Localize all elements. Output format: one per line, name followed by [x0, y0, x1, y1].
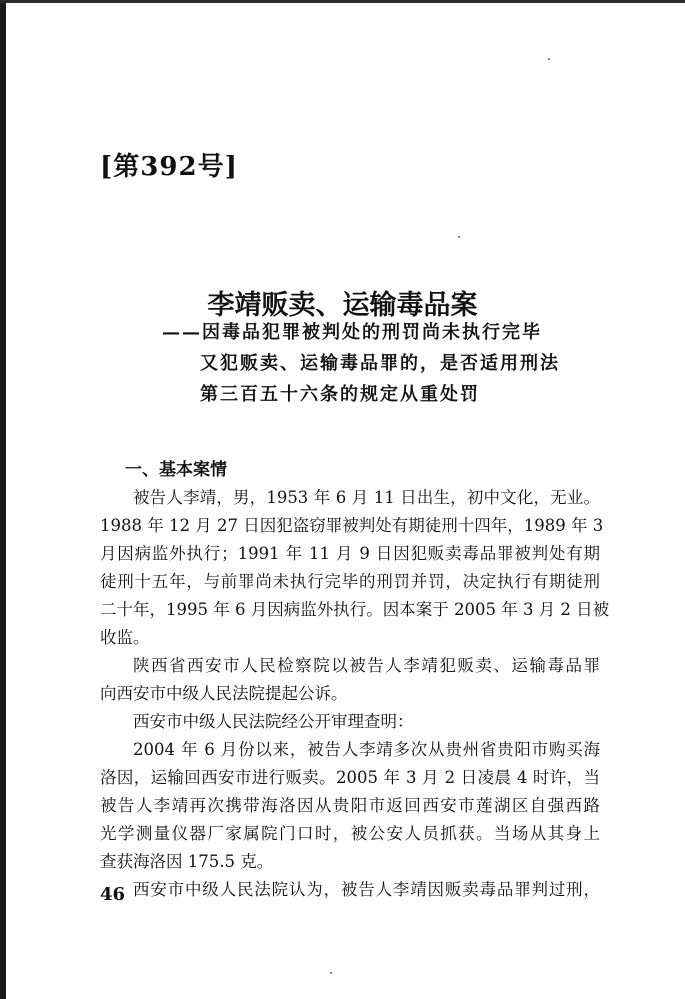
scan-dust — [458, 236, 460, 238]
body-line: 月因病监外执行；1991 年 11 月 9 日因犯贩卖毒品罪被判处有期 — [100, 544, 600, 563]
body-line: 西安市中级人民法院经公开审理查明： — [133, 712, 414, 731]
body-line: 2004 年 6 月份以来，被告人李靖多次从贵州省贵阳市购买海 — [133, 740, 600, 759]
section-heading: 一、基本案情 — [125, 460, 227, 480]
body-line: 徒刑十五年，与前罪尚未执行完毕的刑罚并罚，决定执行有期徒刑 — [100, 572, 600, 591]
scan-dust — [548, 58, 550, 60]
body-line: 洛因，运输回西安市进行贩卖。2005 年 3 月 2 日凌晨 4 时许，当 — [100, 768, 600, 787]
scan-dust — [330, 972, 332, 974]
body-line: 收监。 — [100, 628, 150, 647]
body-line: 光学测量仪器厂家属院门口时，被公安人员抓获。当场从其身上 — [100, 824, 600, 843]
scan-edge-top — [0, 0, 685, 3]
body-line: 二十年，1995 年 6 月因病监外执行。因本案于 2005 年 3 月 2 日被 — [100, 600, 610, 619]
subtitle-line-1: ——因毒品犯罪被判处的刑罚尚未执行完毕 — [162, 322, 542, 343]
body-line: 被告人李靖再次携带海洛因从贵阳市返回西安市莲湖区自强西路 — [100, 796, 600, 815]
body-line: 陕西省西安市人民检察院以被告人李靖犯贩卖、运输毒品罪 — [133, 656, 600, 675]
body-line: 查获海洛因 175.5 克。 — [100, 852, 274, 871]
subtitle-line-2: 又犯贩卖、运输毒品罪的，是否适用刑法 — [200, 353, 560, 374]
scan-edge-left — [0, 0, 6, 999]
body-line: 向西安市中级人民法院提起公诉。 — [100, 684, 348, 703]
body-line: 被告人李靖，男，1953 年 6 月 11 日出生，初中文化，无业。 — [133, 488, 600, 507]
case-number: [第392号] — [100, 152, 238, 182]
body-line: 1988 年 12 月 27 日因犯盗窃罪被判处有期徒刑十四年，1989 年 3 — [100, 516, 604, 535]
body-line: 西安市中级人民法院认为，被告人李靖因贩卖毒品罪判过刑， — [133, 880, 600, 899]
case-title: 李靖贩卖、运输毒品案 — [207, 290, 478, 321]
page-number: 46 — [100, 884, 126, 905]
subtitle-line-3: 第三百五十六条的规定从重处罚 — [200, 384, 480, 405]
